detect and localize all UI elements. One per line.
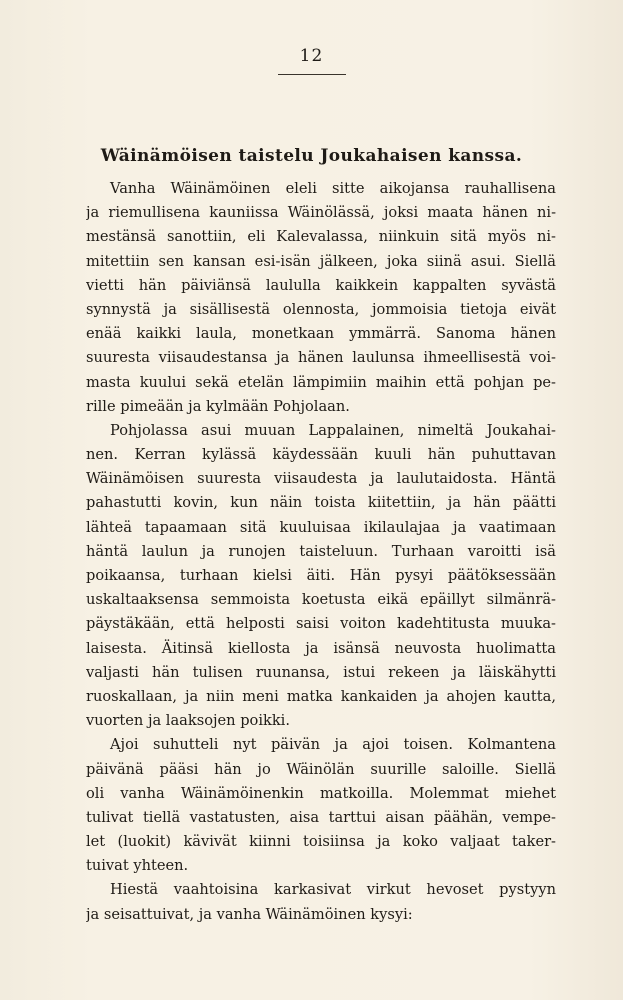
text-line: uskaltaaksensa semmoista koetusta eikä epäillyt silmänrä- [86,591,556,609]
text-line: vuorten ja laaksojen poikki. [86,712,290,730]
text-line: suuresta viisaudestansa ja hänen laulunsa ihmeellisestä voi- [86,349,556,367]
text-line: pahastutti kovin, kun näin toista kiitettiin, ja hän päätti [86,494,556,512]
text-line: rille pimeään ja kylmään Pohjolaan. [86,397,350,415]
text-line: enää kaikki laula, monetkaan ymmärrä. Sanoma hänen [86,325,556,343]
text-line: let (luokit) kävivät kiinni toisiinsa ja koko valjaat taker- [86,833,556,851]
text-line: Hiestä vaahtoisina karkasivat virkut hevoset pystyyn [110,881,556,899]
text-line: tulivat tiellä vastatusten, aisa tarttui aisan päähän, vempe- [86,808,556,826]
text-line: valjasti hän tulisen ruunansa, istui rekeen ja läiskähytti [86,663,556,681]
text-line: ja riemullisena kauniissa Wäinölässä, joksi maata hänen ni- [86,204,556,222]
text-line: tuivat yhteen. [86,857,189,875]
text-line: mitettiin sen kansan esi-isän jälkeen, joka siinä asui. Siellä [86,252,556,270]
chapter-heading: Wäinämöisen taistelu Joukahaisen kanssa. [100,146,523,166]
text-line: ja seisattuivat, ja vanha Wäinämöinen kysyi: [86,905,413,923]
text-line: Vanha Wäinämöinen eleli sitte aikojansa rauhallisena [110,180,556,197]
text-line: oli vanha Wäinämöinenkin matkoilla. Molemmat miehet [86,784,556,802]
text-line: synnystä ja sisällisestä olennosta, jommoisia tietoja eivät [86,300,556,318]
text-line: häntä laulun ja runojen taisteluun. Turhaan varoitti isä [86,542,556,560]
text-line: mestänsä sanottiin, eli Kalevalassa, niinkuin sitä myös ni- [86,228,556,246]
text-line: laisesta. Äitinsä kiellosta ja isänsä neuvosta huolimatta [86,639,556,657]
text-line: päivänä pääsi hän jo Wäinölän suurille saloille. Siellä [86,760,556,778]
text-line: masta kuului sekä etelän lämpimiin maihin että pohjan pe- [86,373,556,391]
text-line: Pohjolassa asui muuan Lappalainen, nimeltä Joukahai- [110,421,556,439]
text-line: lähteä tapaamaan sitä kuuluisaa ikilaulajaa ja vaatimaan [86,518,556,536]
text-line: ruoskallaan, ja niin meni matka kankaiden ja ahojen kautta, [86,687,556,705]
header-rule [278,74,346,75]
text-line: päystäkään, että helposti saisi voiton kadehtitusta muuka- [86,615,556,633]
page-number: 12 [299,46,324,66]
text-line: poikaansa, turhaan kielsi äiti. Hän pysyi päätöksessään [86,567,556,584]
text-line: vietti hän päiviänsä laululla kaikkein kappalten syvästä [86,276,556,294]
text-line: Wäinämöisen suuresta viisaudesta ja laulutaidosta. Häntä [86,470,556,488]
body-text [86,177,556,927]
text-line: Ajoi suhutteli nyt päivän ja ajoi toisen. Kolmantena [110,736,556,754]
text-line: nen. Kerran kylässä käydessään kuuli hän puhuttavan [86,446,556,464]
